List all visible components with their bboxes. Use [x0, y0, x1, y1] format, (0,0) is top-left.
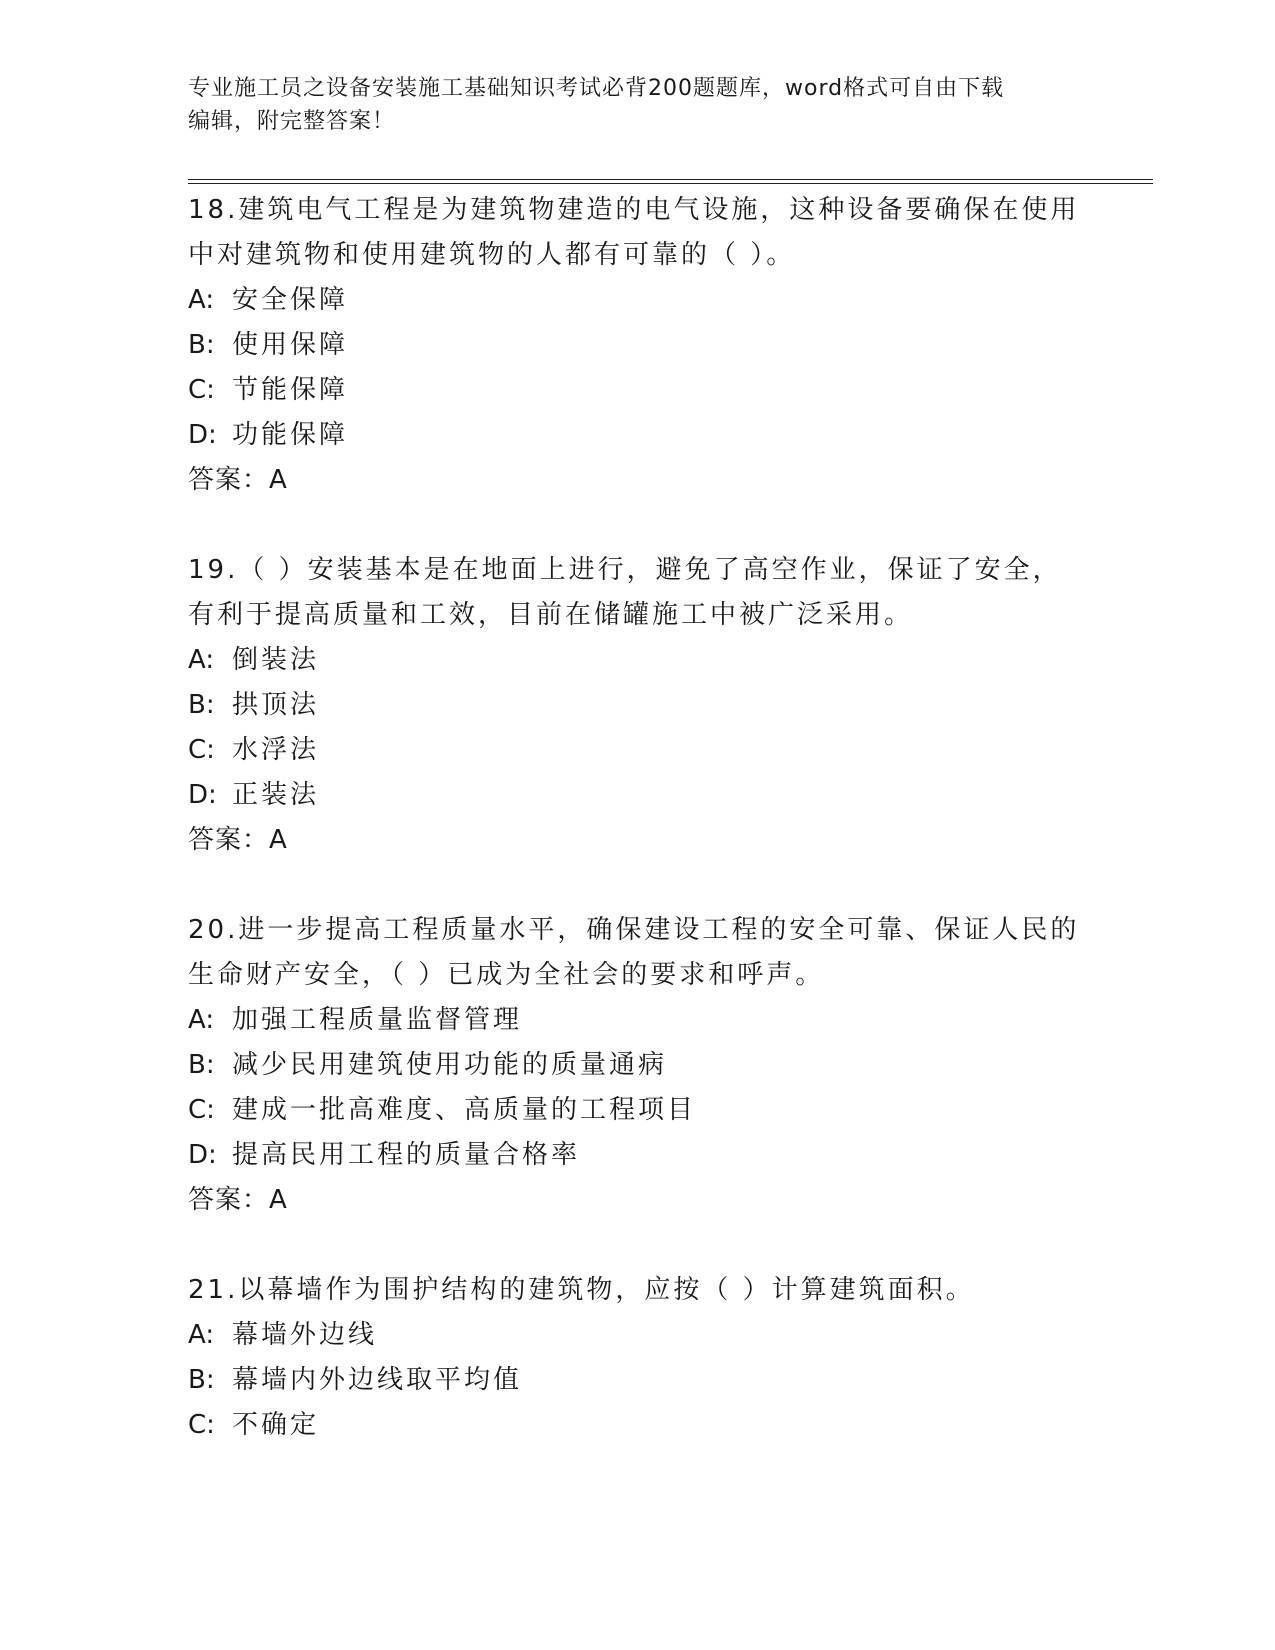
option-a	[188, 1313, 1088, 1358]
question-18	[188, 188, 1088, 503]
question-stem: 21.以幕墙作为围护结构的建筑物，应按（ ）计算建筑面积。	[188, 1275, 975, 1305]
header-line-1: 专业施工员之设备安装施工基础知识考试必背200题题库，word格式可自由下载	[188, 76, 1005, 101]
option-c	[188, 368, 1088, 413]
option-key: A:	[188, 1005, 215, 1035]
option-text: 不确定	[232, 1410, 320, 1440]
option-d	[188, 413, 1088, 458]
option-text: 拱顶法	[232, 690, 320, 720]
option-a	[188, 278, 1088, 323]
option-key: B:	[188, 690, 215, 720]
option-key: B:	[188, 1050, 215, 1080]
option-text: 节能保障	[232, 375, 349, 405]
option-b	[188, 323, 1088, 368]
option-c	[188, 728, 1088, 773]
option-c	[188, 1088, 1088, 1133]
question-stem: 中对建筑物和使用建筑物的人都有可靠的（ ）。	[188, 240, 796, 270]
option-a	[188, 638, 1088, 683]
option-text: 倒装法	[232, 645, 320, 675]
option-key: C:	[188, 735, 215, 765]
option-c	[188, 1403, 1088, 1448]
option-text: 安全保障	[232, 285, 349, 315]
question-stem: 19.（ ）安装基本是在地面上进行，避免了高空作业，保证了安全，	[188, 555, 1062, 585]
header-line-2: 编辑，附完整答案！	[188, 109, 396, 134]
answer: 答案：A	[188, 1185, 288, 1215]
option-key: C:	[188, 1095, 215, 1125]
option-key: A:	[188, 1320, 215, 1350]
option-b	[188, 1043, 1088, 1088]
answer: 答案：A	[188, 465, 288, 495]
option-text: 幕墙外边线	[232, 1320, 378, 1350]
option-d	[188, 773, 1088, 818]
question-list	[188, 188, 1088, 1493]
answer: 答案：A	[188, 825, 288, 855]
option-text: 正装法	[232, 780, 320, 810]
question-stem: 18.建筑电气工程是为建筑物建造的电气设施，这种设备要确保在使用	[188, 195, 1080, 225]
question-21	[188, 1268, 1088, 1448]
option-text: 减少民用建筑使用功能的质量通病	[232, 1050, 668, 1080]
option-text: 提高民用工程的质量合格率	[232, 1140, 581, 1170]
option-key: B:	[188, 1365, 215, 1395]
question-20	[188, 908, 1088, 1223]
option-b	[188, 683, 1088, 728]
option-key: C:	[188, 1410, 215, 1440]
option-a	[188, 998, 1088, 1043]
question-stem: 有利于提高质量和工效，目前在储罐施工中被广泛采用。	[188, 600, 914, 630]
header-divider	[188, 179, 1153, 184]
option-text: 建成一批高难度、高质量的工程项目	[232, 1095, 697, 1125]
option-text: 使用保障	[232, 330, 349, 360]
option-key: D:	[188, 420, 217, 450]
question-19	[188, 548, 1088, 863]
option-key: B:	[188, 330, 215, 360]
question-stem: 20.进一步提高工程质量水平，确保建设工程的安全可靠、保证人民的	[188, 915, 1080, 945]
option-b	[188, 1358, 1088, 1403]
option-key: A:	[188, 645, 215, 675]
option-text: 水浮法	[232, 735, 320, 765]
option-d	[188, 1133, 1088, 1178]
option-text: 功能保障	[232, 420, 349, 450]
option-key: C:	[188, 375, 215, 405]
option-key: A:	[188, 285, 215, 315]
option-key: D:	[188, 780, 217, 810]
option-text: 幕墙内外边线取平均值	[232, 1365, 523, 1395]
option-text: 加强工程质量监督管理	[232, 1005, 523, 1035]
option-key: D:	[188, 1140, 217, 1170]
document-header	[188, 72, 1088, 138]
question-stem: 生命财产安全，（ ）已成为全社会的要求和呼声。	[188, 960, 825, 990]
